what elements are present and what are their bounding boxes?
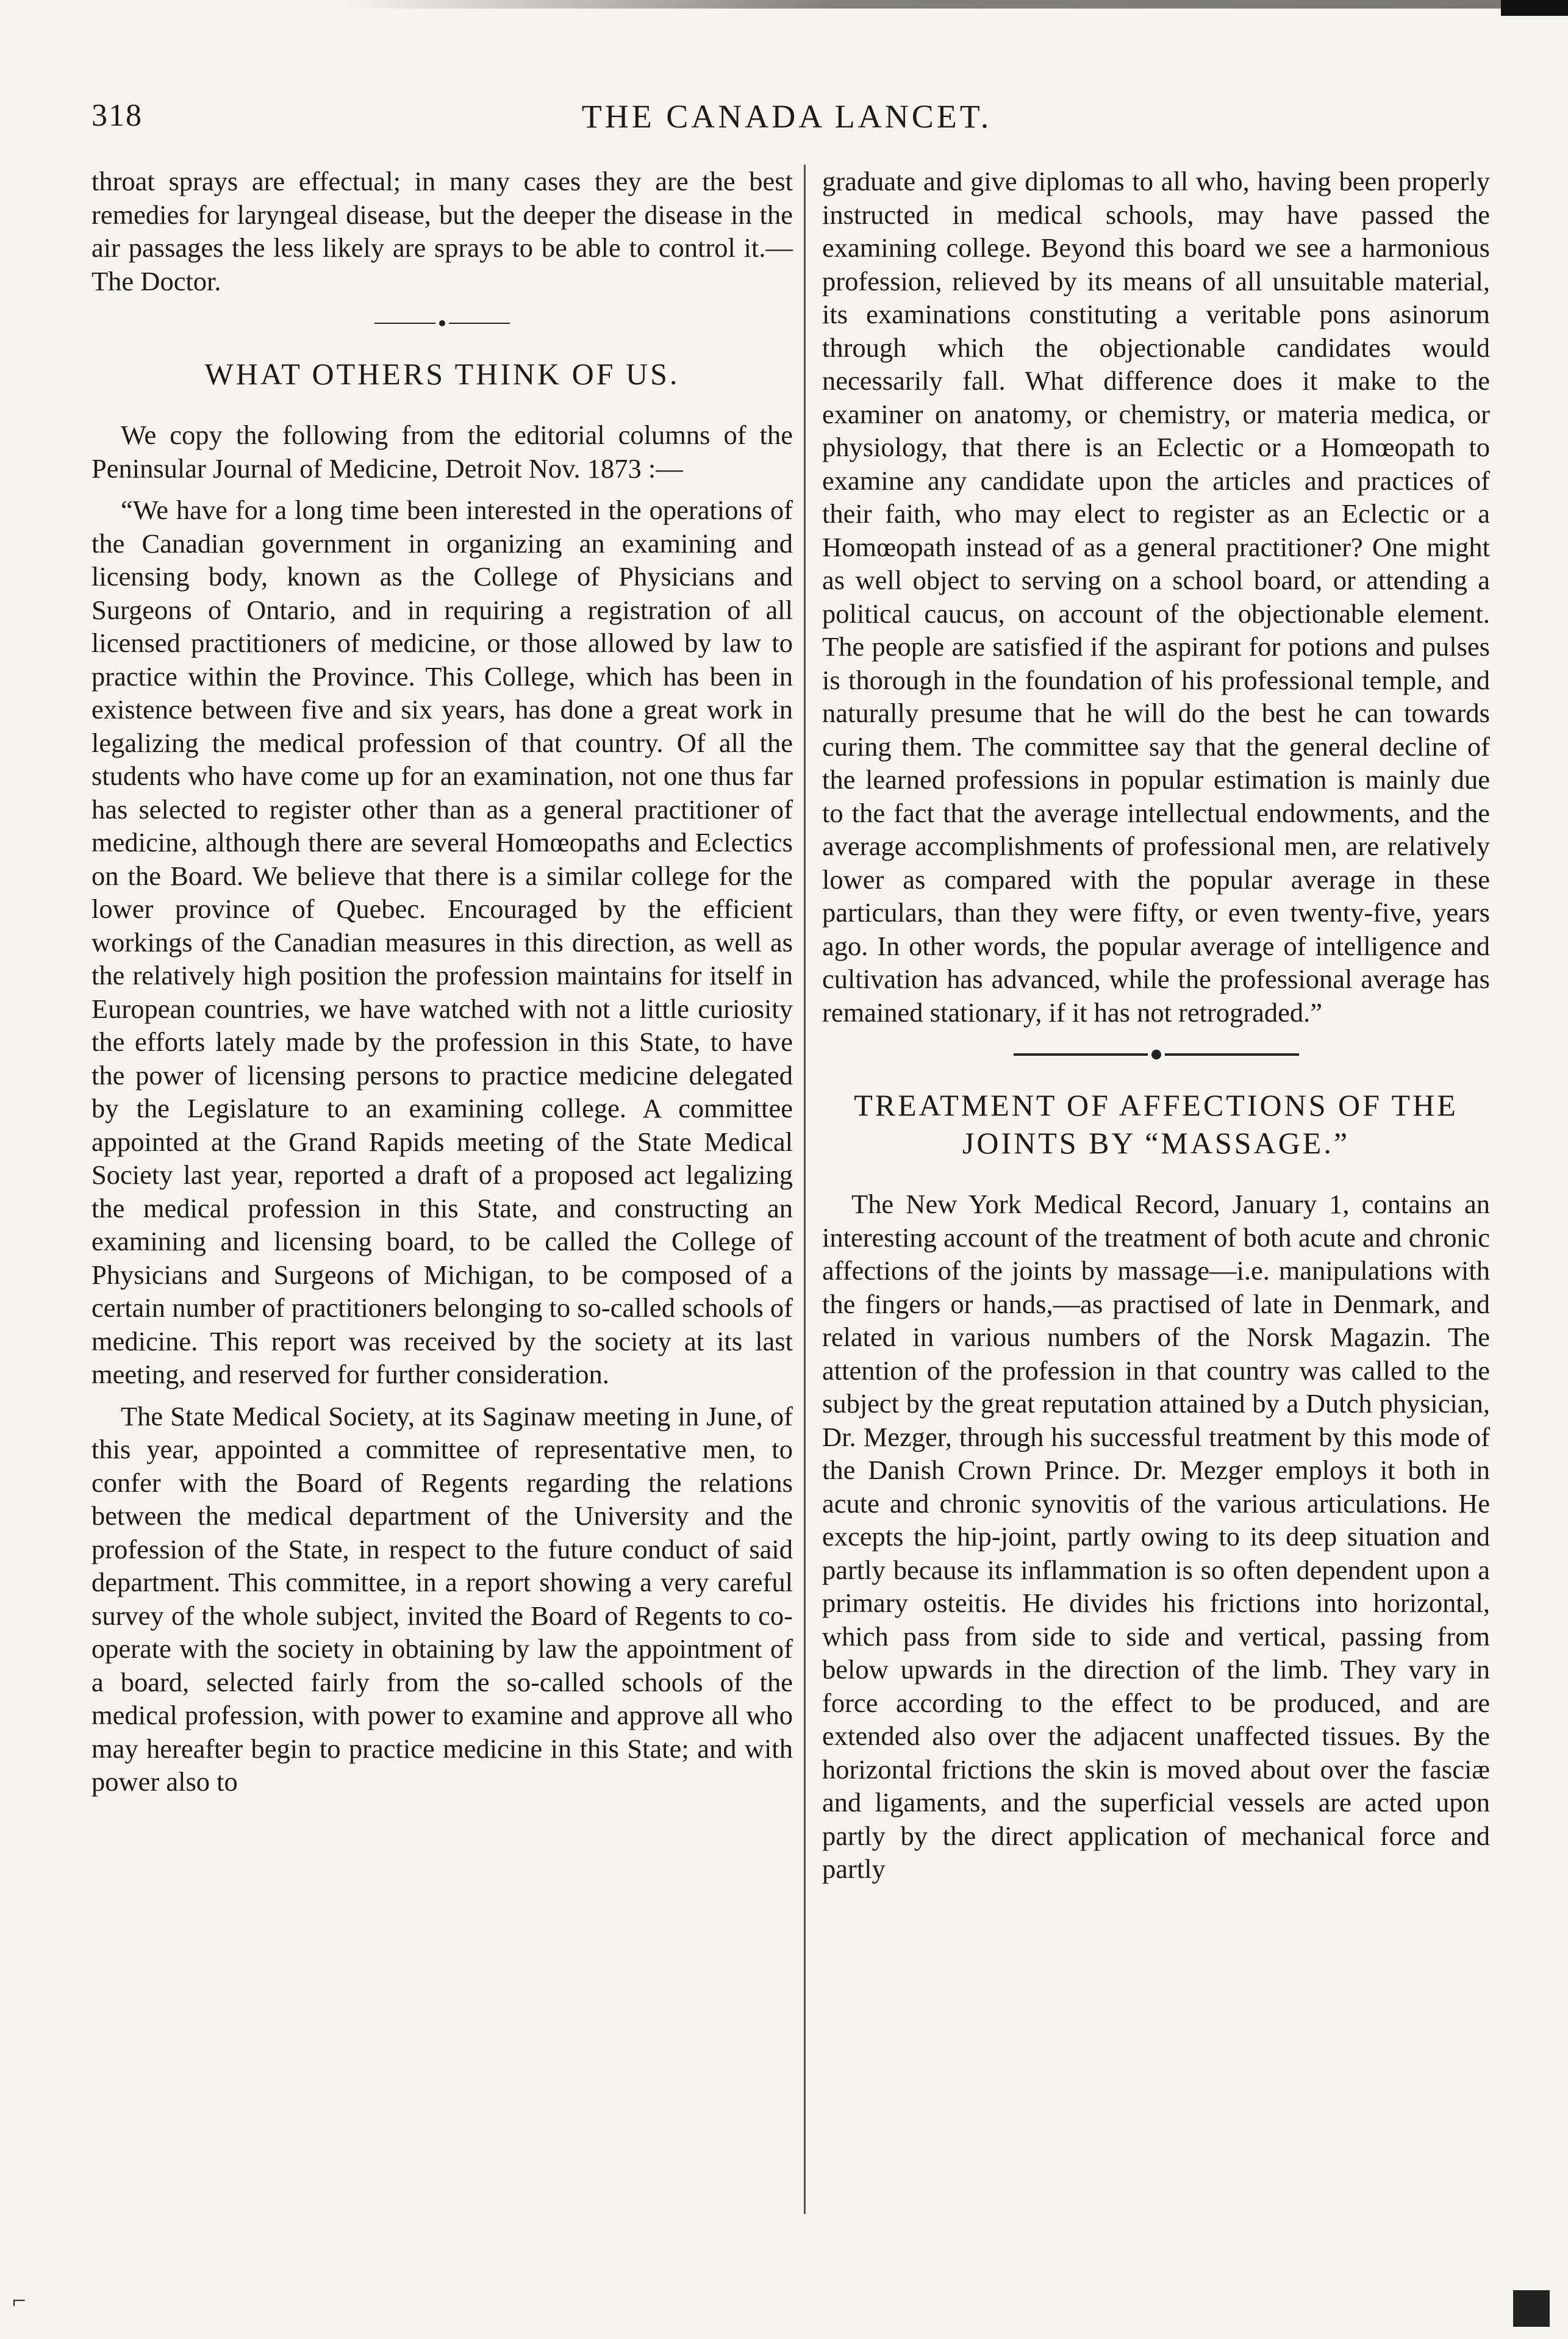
page-number: 318	[91, 98, 143, 133]
running-title: THE CANADA LANCET.	[581, 98, 992, 135]
article-paragraph: “We have for a long time been interested in the operations of the Canadian government in organizing an examining and licensing body, known as the College of Physicians and Surgeons of Ontario, and in requiring a registration of all licensed practitioners of medicine, or those allowed by law to practice within the Province. This College, which has been in existence between five and six years, has done a great work in legalizing the medical profession of that country. Of all the students who have come up for an examination, not one thus far has selected to register other than as a general practitioner of medicine, although there are several Homœopaths and Eclectics on the Board. We believe that there is a similar college for the lower province of Quebec. Encouraged by the efficient workings of the Canadian measures in this direction, as well as the relatively high position the profession maintains for itself in European countries, we have watched with not a little curiosity the efforts lately made by the profession in this State, to have the power of licensing persons to practice medicine delegated by the Legislature to an examining college. A committee appointed at the Grand Rapids meeting of the State Medical Society last year, reported a draft of a proposed act legalizing the medical profession in this State, and constructing an examining and licensing board, to be called the College of Physicians and Surgeons of Michigan, to be composed of a certain number of practitioners belonging to so-called schools of medicine. This report was received by the society at its last meeting, and reserved for further consideration.	[91, 495, 793, 1389]
left-column	[91, 165, 793, 1807]
article-paragraph: The New York Medical Record, January 1, contains an interesting account of the treatment of both acute and chronic affections of the joints by massage—i.e. manipulations with the fingers or hands,—as practised of late in Denmark, and related in various numbers of the Norsk Magazin. The attention of the profession in that country was called to the subject by the great reputation attained by a Dutch physician, Dr. Mezger, through his successful treatment by this mode of the Danish Crown Prince. Dr. Mezger employs it both in acute and chronic synovitis of the various articulations. He excepts the hip-joint, partly owing to its deep situation and partly because its inflammation is so often dependent upon a primary osteitis. He divides his frictions into horizontal, which pass from side to side and vertical, passing from below upwards in the direction of the limb. They vary in force according to the effect to be produced, and are extended also over the adjacent unaffected tissues. By the horizontal frictions the skin is moved about over the fasciæ and ligaments, and the superficial vessels are acted upon partly by the direct application of mechanical force and partly	[822, 1189, 1490, 1884]
column-divider	[804, 165, 806, 2214]
article-paragraph: The State Medical Society, at its Saginaw meeting in June, of this year, appointed a committee of representative men, to confer with the Board of Regents regarding the relations between the medical department of the University and the profession of the State, in respect to the future conduct of said department. This committee, in a report showing a very careful survey of the whole subject, invited the Board of Regents to co-operate with the society in obtaining by law the appointment of a board, selected fairly from the so-called schools of the medical profession, with power to examine and approve all who may hereafter begin to practice medicine in this State; and with power also to	[91, 1400, 793, 1797]
section-ornament	[91, 309, 793, 333]
article-intro: We copy the following from the editorial columns of the Peninsular Journal of Medicine, Detroit Nov. 1873 :—	[91, 420, 793, 484]
article-paragraph: graduate and give diplomas to all who, having been properly instructed in medical schools, may have passed the examining college. Beyond this board we see a harmonious profession, relieved by its means of all unsuitable material, its examinations constituting a veritable pons asinorum through which the objectionable candidates would necessarily fall. What difference does it make to the examiner on anatomy, or chemistry, or materia medica, or physiology, that there is an Eclectic or a Homœopath to examine any candidate upon the articles and practices of their faith, who may elect to register as an Eclectic or a Homœopath instead of as a general practitioner? One might as well object to serving on a school board, or attending a political caucus, on account of the objectionable element. The people are satisfied if the aspirant for potions and pulses is thorough in the foundation of his professional temple, and naturally presume that he will do the best he can towards curing them. The committee say that the general decline of the learned professions in popular estimation is mainly due to the fact that the average intellectual endowments, and the average accomplishments of professional men, are relatively lower as compared with the popular average in these particulars, than they were fifty, or even twenty-five, years ago. In other words, the popular average of intelligence and cultivation has advanced, while the professional average has remained stationary, if it has not retrograded.”	[822, 166, 1490, 1028]
right-column	[822, 165, 1490, 1894]
continuation-paragraph: throat sprays are effectual; in many cases they are the best remedies for laryngeal disease, but the deeper the disease in the air passages the less likely are sprays to be able to control it.—The Doctor.	[91, 166, 793, 296]
page-header	[91, 98, 1482, 146]
scan-corner-mark	[1513, 2290, 1550, 2327]
top-corner-scan-artifact	[1501, 0, 1568, 16]
scan-mark: ⌐	[12, 2287, 26, 2314]
article-title-what-others-think: WHAT OTHERS THINK OF US.	[204, 357, 680, 391]
top-edge-scan-artifact	[342, 0, 1568, 9]
section-ornament	[822, 1040, 1490, 1064]
article-title-massage: TREATMENT OF AFFECTIONS OF THE JOINTS BY “MASSAGE.”	[854, 1088, 1458, 1160]
